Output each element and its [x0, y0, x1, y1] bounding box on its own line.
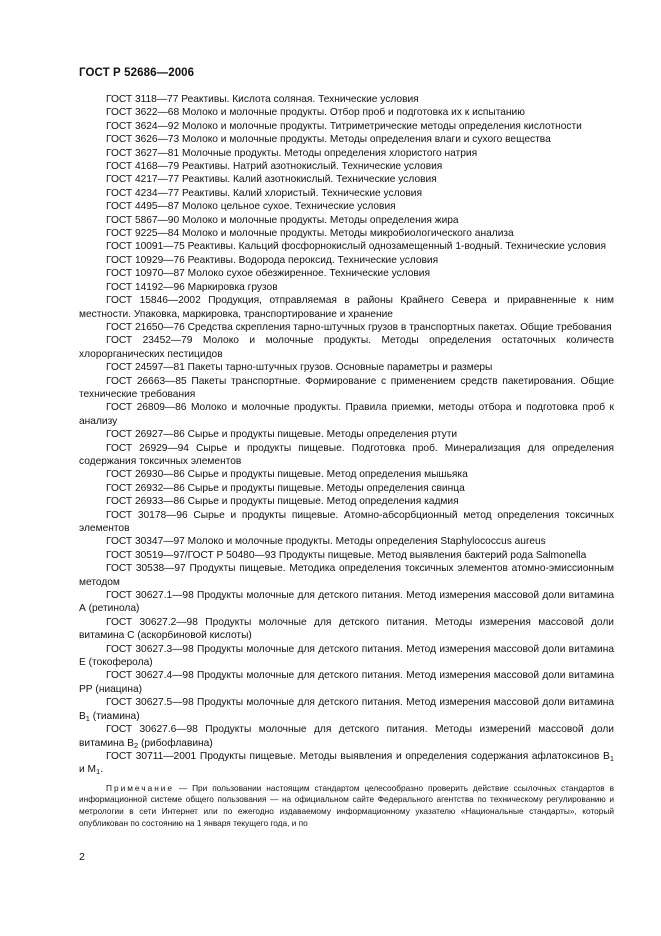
subscript: 1 [609, 753, 614, 763]
reference-title: Молочные продукты. Методы определения хлористого натрия [181, 147, 478, 159]
reference-code: ГОСТ 26809—86 [106, 402, 187, 414]
reference-item [79, 334, 614, 361]
reference-item [79, 106, 614, 119]
reference-code: ГОСТ 26933—86 [106, 496, 185, 508]
reference-item [79, 482, 614, 495]
reference-code: ГОСТ 30627.2—98 [106, 616, 198, 628]
reference-item [79, 549, 614, 562]
reference-item [79, 147, 614, 160]
reference-item [79, 616, 614, 643]
reference-code: ГОСТ 30627.1—98 [106, 590, 194, 602]
reference-title: Продукты молочные для детского питания. Методы измерений массовой доли витамина В [79, 724, 614, 749]
reference-title: Молоко и молочные продукты. Правила приемки, методы отбора и подготовка проб к анализу [79, 402, 614, 427]
reference-code: ГОСТ 3624—92 [106, 120, 180, 132]
reference-title: Продукция, отправляемая в районы Крайнего Севера и приравненные к ним местности. Упаковка, маркировка, транспортирование и хранение [79, 295, 614, 320]
note-label: Примечание [106, 782, 175, 793]
reference-title: Молоко и молочные продукты. Отбор проб и подготовка их к испытанию [181, 107, 525, 119]
reference-code: ГОСТ 26663—85 [106, 375, 187, 387]
reference-title: Молоко и молочные продукты. Методы микробиологического анализа [181, 228, 514, 240]
reference-title: Сырье и продукты пищевые. Атомно-абсорбционный метод определения токсичных элементов [79, 509, 614, 534]
reference-code: ГОСТ 26930—86 [106, 469, 185, 481]
reference-item [79, 281, 614, 294]
reference-code: ГОСТ 30627.6—98 [106, 724, 198, 736]
reference-code: ГОСТ 10091—75 [106, 241, 185, 253]
reference-title: Реактивы. Кальций фосфорнокислый однозамещенный 1-водный. Технические условия [187, 241, 606, 253]
reference-item [79, 173, 614, 186]
reference-item [79, 160, 614, 173]
reference-item [79, 509, 614, 536]
reference-title-end: . [100, 764, 104, 776]
reference-title: Реактивы. Калий азотнокислый. Технические условия [181, 174, 437, 186]
reference-title: Пакеты тарно-штучных грузов. Основные параметры и размеры [187, 362, 493, 374]
reference-code: ГОСТ 3622—68 [106, 107, 180, 119]
reference-title: Реактивы. Натрий азотнокислый. Технические условия [181, 161, 443, 173]
reference-title: Пакеты транспортные. Формирование с применением средств пакетирования. Общие технические требования [79, 375, 614, 400]
reference-item [79, 214, 614, 227]
reference-code: ГОСТ 9225—84 [106, 228, 180, 240]
subscript: 1 [96, 767, 101, 777]
reference-code: ГОСТ 4217—77 [106, 174, 180, 186]
reference-code: ГОСТ 14192—96 [106, 281, 185, 293]
reference-title: Реактивы. Водорода пероксид. Технические условия [187, 254, 439, 266]
reference-title-end: (рибофлавина) [138, 737, 213, 749]
reference-title: Молоко и молочные продукты. Методы определения Staphylococcus aureus [187, 536, 546, 548]
reference-item [79, 643, 614, 670]
reference-item [79, 240, 614, 253]
reference-code: ГОСТ 30347—97 [106, 536, 185, 548]
reference-title: Продукты пищевые. Методика определения токсичных элементов атомно-эмиссионным методом [79, 563, 614, 588]
reference-title: Сырье и продукты пищевые. Методы определения свинца [187, 482, 465, 494]
reference-title: Сырье и продукты пищевые. Метод определения кадмия [187, 496, 459, 508]
reference-code: ГОСТ 26929—94 [106, 442, 189, 454]
reference-code: ГОСТ 4495—87 [106, 201, 180, 213]
reference-item [79, 200, 614, 213]
reference-code: ГОСТ 30519—97/ГОСТ Р 50480—93 [106, 549, 277, 561]
page-number: 2 [79, 851, 85, 863]
reference-item [79, 750, 614, 777]
reference-item [79, 401, 614, 428]
reference-title: Маркировка грузов [187, 281, 278, 293]
reference-title: Молоко и молочные продукты. Методы определения жира [181, 214, 459, 226]
reference-list [79, 93, 614, 777]
reference-item [79, 562, 614, 589]
reference-title: Продукты молочные для детского питания. Метод измерения массовой доли витамина В [79, 697, 614, 722]
reference-title: Средства скрепления тарно-штучных грузов в транспортных пакетах. Общие требования [187, 321, 612, 333]
reference-title: Продукты молочные для детского питания. Методы измерения массовой доли витамина С (аскорбиновой кислоты) [79, 616, 614, 642]
reference-title: Молоко и молочные продукты. Методы определения влаги и сухого вещества [181, 134, 551, 146]
reference-item [79, 133, 614, 146]
reference-item [79, 428, 614, 441]
reference-item [79, 254, 614, 267]
reference-item [79, 361, 614, 374]
reference-code: ГОСТ 23452—79 [106, 335, 193, 347]
reference-title: Молоко сухое обезжиренное. Технические условия [187, 268, 431, 280]
reference-item [79, 321, 614, 334]
reference-code: ГОСТ 5867—90 [106, 214, 180, 226]
reference-title: Продукты пищевые. Методы выявления и определения содержания афлатоксинов В [199, 750, 610, 762]
document-header: ГОСТ Р 52686—2006 [79, 67, 195, 79]
reference-item [79, 187, 614, 200]
reference-code: ГОСТ 4234—77 [106, 187, 180, 199]
reference-code: ГОСТ 10970—87 [106, 268, 185, 280]
reference-title: Сырье и продукты пищевые. Методы определения ртути [187, 429, 458, 441]
reference-code: ГОСТ 3626—73 [106, 134, 180, 146]
reference-code: ГОСТ 3118—77 [106, 94, 179, 105]
reference-title: Продукты молочные для детского питания. Метод измерения массовой доли витамина РР (ниацина) [79, 670, 614, 695]
reference-item [79, 294, 614, 321]
reference-title: Сырье и продукты пищевые. Метод определения мышьяка [187, 469, 468, 481]
reference-title: Продукты молочные для детского питания. Метод измерения массовой доли витамина Е (токоферола) [79, 643, 614, 669]
reference-item [79, 495, 614, 508]
reference-title-part: и М [79, 764, 97, 776]
reference-code: ГОСТ 30178—96 [106, 509, 188, 521]
normative-references [79, 93, 614, 838]
note-paragraph [79, 783, 614, 830]
reference-title: Реактивы. Калий хлористый. Технические условия [181, 187, 422, 199]
reference-title: Молоко и молочные продукты. Методы определения остаточных количеств хлорорганических пестицидов [79, 335, 614, 360]
reference-item [79, 723, 614, 750]
reference-code: ГОСТ 30627.3—98 [106, 643, 194, 655]
reference-code: ГОСТ 4168—79 [106, 161, 180, 173]
subscript: 2 [133, 740, 139, 750]
reference-title: Реактивы. Кислота соляная. Технические условия [181, 94, 419, 105]
reference-title: Молоко и молочные продукты. Титриметрические методы определения кислотности [181, 120, 582, 132]
note-text: — При пользовании настоящим стандартом целесообразно проверить действие ссылочных стандартов в информационной системе общего пользования — на официальном сайте Федерального агентства по техническому регулированию и метрологии в сети Интернет или по ежегодно издаваемому информационному указателю «Национальные стандарты», который опубликован по состоянию на 1 января текущего года, и по [79, 782, 614, 828]
reference-title: Продукты молочные для детского питания. Метод измерения массовой доли витамина А (ретинола) [79, 590, 614, 615]
reference-item [79, 375, 614, 402]
reference-code: ГОСТ 21650—76 [106, 321, 185, 333]
reference-title-end: (тиамина) [89, 710, 140, 722]
subscript: 1 [85, 713, 90, 723]
reference-item [79, 696, 614, 723]
reference-item [79, 468, 614, 481]
reference-item [79, 442, 614, 469]
reference-code: ГОСТ 3627—81 [106, 147, 180, 159]
reference-code: ГОСТ 15846—2002 [106, 295, 201, 307]
reference-item [79, 120, 614, 133]
reference-code: ГОСТ 30627.4—98 [106, 670, 194, 682]
reference-title: Сырье и продукты пищевые. Подготовка проб. Минерализация для определения содержания токсичных элементов [79, 442, 614, 467]
reference-item [79, 267, 614, 280]
reference-code: ГОСТ 26932—86 [106, 482, 185, 494]
reference-item [79, 227, 614, 240]
reference-item [79, 93, 614, 106]
reference-item [79, 535, 614, 548]
reference-code: ГОСТ 30538—97 [106, 563, 186, 575]
reference-code: ГОСТ 24597—81 [106, 362, 185, 374]
reference-item [79, 589, 614, 616]
reference-code: ГОСТ 30627.5—98 [106, 697, 194, 709]
reference-title: Молоко цельное сухое. Технические условия [181, 201, 396, 213]
reference-code: ГОСТ 30711—2001 [106, 750, 197, 762]
reference-item [79, 669, 614, 696]
reference-code: ГОСТ 10929—76 [106, 254, 185, 266]
reference-code: ГОСТ 26927—86 [106, 429, 185, 441]
reference-title: Продукты пищевые. Метод выявления бактерий рода Salmonella [278, 549, 587, 561]
